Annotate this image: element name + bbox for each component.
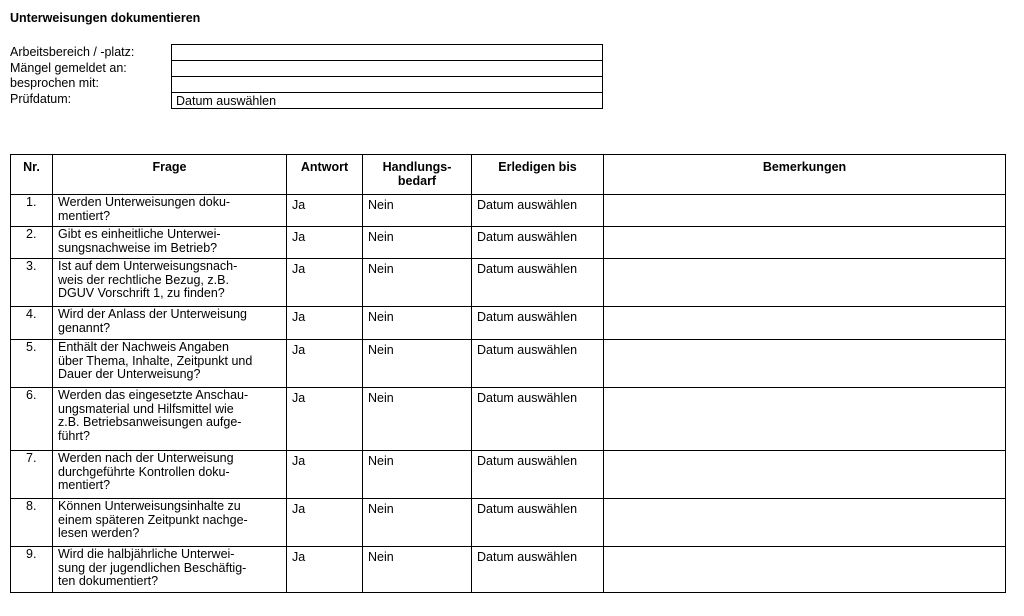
table-row (11, 195, 1006, 227)
row-bemerkungen-field[interactable] (604, 307, 1006, 340)
row-nr: 2. (11, 227, 53, 259)
row-antwort-field[interactable]: Ja (287, 388, 363, 451)
table-header-row (11, 155, 1006, 195)
row-erledigen-date-field[interactable]: Datum auswählen (472, 499, 604, 547)
row-handlungsbedarf-field[interactable]: Nein (363, 307, 472, 340)
row-erledigen-date-field[interactable]: Datum auswählen (472, 195, 604, 227)
row-handlungsbedarf-field[interactable]: Nein (363, 227, 472, 259)
row-erledigen-date-field[interactable]: Datum auswählen (472, 451, 604, 499)
besprochen-field[interactable] (172, 77, 603, 93)
row-frage: Enthält der Nachweis Angaben über Thema, Inhalte, Zeitpunkt und Dauer der Unterweisung? (53, 340, 287, 388)
table-row (11, 451, 1006, 499)
row-antwort-field[interactable]: Ja (287, 307, 363, 340)
header-handlung: Handlungs- bedarf (363, 155, 472, 195)
table-row (11, 307, 1006, 340)
row-nr: 6. (11, 388, 53, 451)
row-frage: Gibt es einheitliche Unterwei- sungsnachweise im Betrieb? (53, 227, 287, 259)
row-nr: 3. (11, 259, 53, 307)
row-erledigen-date-field[interactable]: Datum auswählen (472, 259, 604, 307)
meta-label-maengel: Mängel gemeldet an: (10, 60, 127, 75)
row-frage: Können Unterweisungsinhalte zu einem späteren Zeitpunkt nachge- lesen werden? (53, 499, 287, 547)
row-bemerkungen-field[interactable] (604, 227, 1006, 259)
row-bemerkungen-field[interactable] (604, 340, 1006, 388)
row-antwort-field[interactable]: Ja (287, 499, 363, 547)
row-handlungsbedarf-field[interactable]: Nein (363, 499, 472, 547)
page-title: Unterweisungen dokumentieren (10, 11, 201, 25)
row-nr: 4. (11, 307, 53, 340)
row-antwort-field[interactable]: Ja (287, 227, 363, 259)
row-nr: 7. (11, 451, 53, 499)
row-handlungsbedarf-field[interactable]: Nein (363, 340, 472, 388)
header-erledigen: Erledigen bis (472, 155, 604, 195)
row-antwort-field[interactable]: Ja (287, 547, 363, 593)
maengel-field[interactable] (172, 61, 603, 77)
row-frage: Werden nach der Unterweisung durchgeführte Kontrollen doku- mentiert? (53, 451, 287, 499)
row-antwort-field[interactable]: Ja (287, 451, 363, 499)
header-antwort: Antwort (287, 155, 363, 195)
row-bemerkungen-field[interactable] (604, 451, 1006, 499)
row-antwort-field[interactable]: Ja (287, 195, 363, 227)
row-nr: 5. (11, 340, 53, 388)
row-bemerkungen-field[interactable] (604, 388, 1006, 451)
header-frage: Frage (53, 155, 287, 195)
table-row (11, 388, 1006, 451)
table-row (11, 227, 1006, 259)
arbeitsbereich-field[interactable] (172, 45, 603, 61)
table-row (11, 259, 1006, 307)
row-nr: 9. (11, 547, 53, 593)
row-bemerkungen-field[interactable] (604, 547, 1006, 593)
row-bemerkungen-field[interactable] (604, 259, 1006, 307)
row-antwort-field[interactable]: Ja (287, 259, 363, 307)
row-bemerkungen-field[interactable] (604, 499, 1006, 547)
row-bemerkungen-field[interactable] (604, 195, 1006, 227)
row-erledigen-date-field[interactable]: Datum auswählen (472, 340, 604, 388)
row-frage: Werden das eingesetzte Anschau- ungsmaterial und Hilfsmittel wie z.B. Betriebsanweisungen aufge- führt? (53, 388, 287, 451)
row-handlungsbedarf-field[interactable]: Nein (363, 195, 472, 227)
row-handlungsbedarf-field[interactable]: Nein (363, 547, 472, 593)
row-erledigen-date-field[interactable]: Datum auswählen (472, 388, 604, 451)
checklist-table (10, 154, 1006, 593)
row-erledigen-date-field[interactable]: Datum auswählen (472, 547, 604, 593)
row-frage: Wird die halbjährliche Unterwei- sung der jugendlichen Beschäftig- ten dokumentiert? (53, 547, 287, 593)
meta-fields (171, 44, 603, 109)
row-nr: 8. (11, 499, 53, 547)
meta-labels (10, 45, 134, 107)
row-frage: Werden Unterweisungen doku- mentiert? (53, 195, 287, 227)
table-row (11, 547, 1006, 593)
row-frage: Wird der Anlass der Unterweisung genannt? (53, 307, 287, 340)
header-bemerkungen: Bemerkungen (604, 155, 1006, 195)
row-handlungsbedarf-field[interactable]: Nein (363, 388, 472, 451)
row-erledigen-date-field[interactable]: Datum auswählen (472, 307, 604, 340)
table-row (11, 340, 1006, 388)
meta-label-arbeitsbereich: Arbeitsbereich / -platz: (10, 45, 135, 59)
row-nr: 1. (11, 195, 53, 227)
meta-label-besprochen: besprochen mit: (10, 76, 99, 90)
table-row (11, 499, 1006, 547)
row-handlungsbedarf-field[interactable]: Nein (363, 259, 472, 307)
row-frage: Ist auf dem Unterweisungsnach- weis der rechtliche Bezug, z.B. DGUV Vorschrift 1, zu finden? (53, 259, 287, 307)
row-antwort-field[interactable]: Ja (287, 340, 363, 388)
header-nr: Nr. (11, 155, 53, 195)
pruefdatum-field[interactable]: Datum auswählen (172, 93, 603, 109)
row-erledigen-date-field[interactable]: Datum auswählen (472, 227, 604, 259)
meta-label-pruefdatum: Prüfdatum: (10, 91, 72, 106)
row-handlungsbedarf-field[interactable]: Nein (363, 451, 472, 499)
